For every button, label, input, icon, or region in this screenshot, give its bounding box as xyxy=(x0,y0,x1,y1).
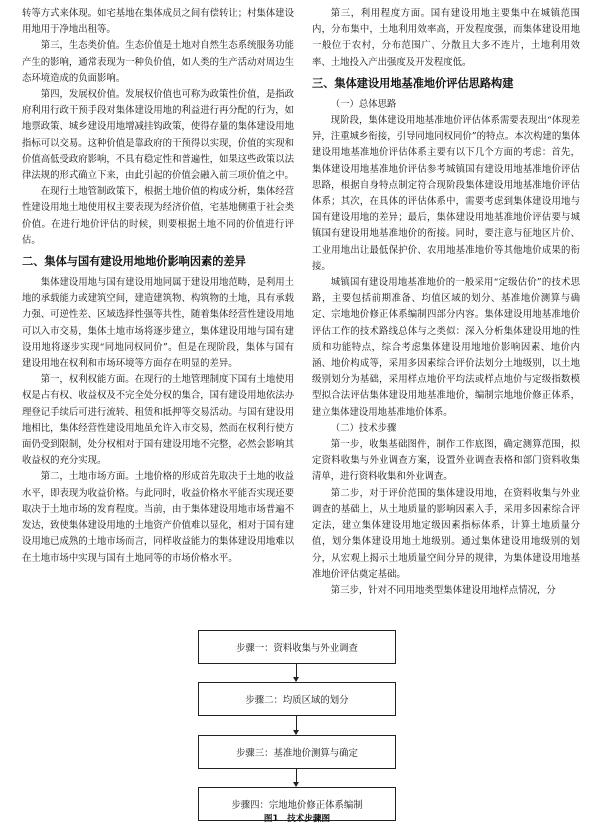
section-heading: 三、集体建设用地基准地价评估思路构建 xyxy=(312,76,514,90)
figure-caption: 图1 技术步骤图 xyxy=(263,814,331,824)
paragraph: 转等方式来体现。如宅基地在集体成员之间有偿转让；村集体建设用地用于净地出租等。 xyxy=(22,8,294,36)
paragraph: 第一步，收集基础图件，制作工作底图，确定测算范围，拟定资料收集与外业调查方案，设置外业调查表格和部门资料收集清单，进行资料收集和外业调查。 xyxy=(312,439,580,483)
paragraph: 在现行土地管制政策下，根据土地价值的构成分析，集体经营性建设用地土地使用权主要表现为经济价值，宅基地侧重于社会类价值。在进行地价评估的时候，则要根据土地不同的价值进行评估。 xyxy=(22,186,294,246)
section-heading: 二、集体与国有建设用地地价影响因素的差异 xyxy=(22,255,246,269)
technical-steps-flowchart xyxy=(198,630,396,836)
flow-step-box: 步骤三：基准地价测算与确定 xyxy=(198,735,396,769)
paragraph: 第三，生态类价值。生态价值是土地对自然生态系统服务功能产生的影响，通常表现为一种负价值，如人类的生产活动对周边生态环境造成的负面影响。 xyxy=(22,40,294,84)
paragraph: 第三，利用程度方面。国有建设用地主要集中在城镇范围内，分布集中，土地利用效率高，开发程度强，而集体建设用地一般位于农村，分布范围广、分散且大多不连片，土地利用效率、土地投入产出强度及开发程度低。 xyxy=(312,8,580,68)
subsection-heading: （二）技术步骤 xyxy=(330,422,397,434)
down-arrow xyxy=(296,769,297,786)
paragraph: 城镇国有建设用地基准地价的一般采用“定级估价”的技术思路，主要包括前期准备、均值区域的划分、基准地价测算与确定、宗地地价修正体系编制四部分内容。集体建设用地基准地价评估工作的技术路线总体与之类似：深入分析集体建设用地的性质和功能特点，综合考虑集体建设用地地价影响因素、地价内涵、地价构成等，采用多因素综合评价法划分土地级别，以土地级别划分为基础，采用样点地价平均法或样点地价与定级指数模型拟合法评估集体建设用地基准地价，编制宗地地价修正体系，建立集体建设用地基准地价体系。 xyxy=(312,277,580,418)
paragraph: 集体建设用地与国有建设用地同属于建设用地范畴，是利用土地的承载能力或建筑空间，建造建筑物、构筑物的土地，具有承载力强、可逆性差、区域选择性强等共性，随着集体经营性建设用地可以入市交易，集体土地市场将逐步建立，集体建设用地与国有建设用地将逐步实现“同地同权同价”。但是在现阶段，集体与国有建设用地在权利和市场环境等方面存在明显的差异。 xyxy=(22,277,294,370)
down-arrow xyxy=(296,716,297,734)
subsection-heading: （一）总体思路 xyxy=(330,98,397,110)
flow-step-box: 步骤二：均质区域的划分 xyxy=(198,682,396,716)
paragraph: 第三步，针对不同用地类型集体建设用地样点情况，分 xyxy=(330,584,556,596)
flow-step-box: 步骤四：宗地地价修正体系编制 xyxy=(198,787,396,821)
paragraph: 第四，发展权价值。发展权价值也可称为政策性价值，是指政府利用行政干预手段对集体建设用地的利益进行再分配的行为，如地票政策、城乡建设用地增减挂钩政策，使得存量的集体建设用地指标可以交易。这种价值是靠政府的干预得以实现，价值的实现和价值高低受政府影响，不具有稳定性和普遍性，如果这些政策以法律法规的形式确立下来，由此引起的价值会融入前三项价值之中。 xyxy=(22,89,294,182)
paragraph: 第二，土地市场方面。土地价格的形成首先取决于土地的收益水平，即表现为收益价格。与此同时，收益价格水平能否实现还要取决于土地市场的发育程度。当前，由于集体建设用地市场普遍不发达，致使集体建设用地的土地资产价值难以显化，相对于国有建设用地已成熟的土地市场而言，同样收益能力的集体建设用地难以在土地市场中实现与国有土地同等的市场价格水平。 xyxy=(22,471,294,564)
flow-step-box: 步骤一：资料收集与外业调查 xyxy=(198,630,396,664)
paragraph: 第二步，对于评价范围的集体建设用地，在资料收集与外业调查的基础上，从土地质量的影响因素入手，采用多因素综合评定法，建立集体建设用地定级因素指标体系，计算土地质量分值，划分集体建设用地土地级别。通过集体建设用地级别的划分，从宏观上揭示土地质量空间分异的规律，为集体建设用地基准地价评估奠定基础。 xyxy=(312,487,580,580)
down-arrow xyxy=(296,664,297,681)
right-column xyxy=(312,6,580,599)
paragraph: 现阶段，集体建设用地基准地价评估体系需要表现出“体现差异，注重城乡衔接，引导同地同权同价”的特点。本次构建的集体建设用地基准地价评估体系主要有以下几个方面的考虑：首先，集体建设用地基准地价评估参考城镇国有建设用地基准地价评估思路，根据自身特点制定符合现阶段集体建设用地基准地价评估体系；其次，在具体的评估体系中，需要考虑到集体建设用地与国有建设用地的差异；最后，集体建设用地基准地价评估要与城镇国有建设用地基准地价的衔接。同时，要注意与征地区片价、工业用地出让最低保护价、农用地基准地价等其他地价成果的衔接。 xyxy=(312,115,580,272)
left-column xyxy=(22,6,294,567)
paragraph: 第一，权利权能方面。在现行的土地管理制度下国有土地使用权是占有权、收益权及不完全处分权的集合，国有建设用地依法办理登记手续后可进行流转、租赁和抵押等交易活动。与国有建设用地相比，集体经营性建设用地虽允许入市交易，然而在权利行使方面仍受到限制，处分权相对于国有建设用地不完整，必然会影响其收益权的充分实现。 xyxy=(22,374,294,467)
